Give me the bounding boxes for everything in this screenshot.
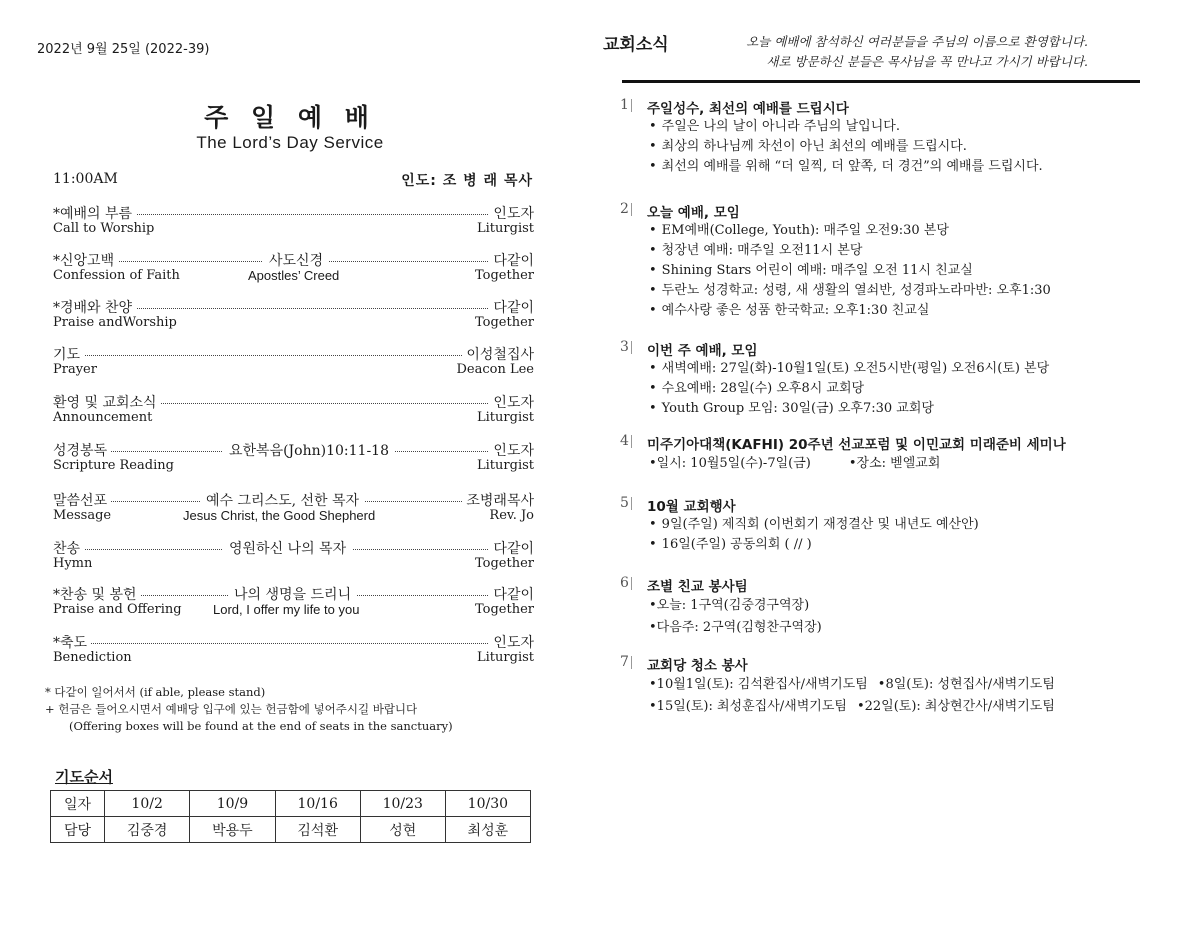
welcome-line: 새로 방문하신 분들은 목사님을 꼭 만나고 가시기 바랍니다. <box>766 54 1088 69</box>
church-news-title: 교회소식 <box>603 35 669 55</box>
dot-leader <box>53 638 534 644</box>
service-time: 11:00AM <box>53 171 118 187</box>
order-item-leader-english: Together <box>474 268 534 283</box>
table-cell: 10/9 <box>190 791 275 817</box>
order-item-korean: 말씀선포 <box>53 490 111 510</box>
order-item-english: Confession of Faith <box>53 268 180 283</box>
order-item-korean: *찬송 및 봉헌 <box>53 584 141 604</box>
order-item-english: Benediction <box>53 650 132 665</box>
prayer-schedule-title: 기도순서 <box>55 768 113 786</box>
news-item-lines <box>649 221 1051 321</box>
worship-program-page <box>0 0 580 929</box>
order-item-leader-korean: 인도자 <box>489 392 534 412</box>
news-item-heading: 이번 주 예배, 모임 <box>647 343 758 359</box>
table-cell: 담당 <box>51 817 105 843</box>
list-item: • 수요예배: 28일(수) 오후8시 교회당 <box>649 379 1049 399</box>
news-item-heading: 10월 교회행사 <box>647 499 736 515</box>
prayer-schedule-table <box>50 790 531 843</box>
table-cell: 10/16 <box>275 791 360 817</box>
order-item-leader-english: Together <box>474 315 534 330</box>
table-cell: 성현 <box>360 817 445 843</box>
order-item-leader-english: Rev. Jo <box>489 508 534 523</box>
note-offering-english: (Offering boxes will be found at the end of seats in the sanctuary) <box>69 719 453 733</box>
order-item-detail-korean: 영원하신 나의 목자 <box>223 538 352 558</box>
order-item <box>53 203 534 237</box>
order-item-leader-english: Together <box>474 602 534 617</box>
order-item-korean: *경배와 찬양 <box>53 297 136 317</box>
order-item-leader-korean: 다같이 <box>489 250 534 270</box>
list-item: •15일(토): 최성훈집사/새벽기도팀 <box>649 699 847 714</box>
order-item-detail-korean: 예수 그리스도, 선한 목자 <box>200 490 365 510</box>
order-item-detail-english: Apostles’ Creed <box>248 268 340 283</box>
news-item-lines <box>649 117 1043 177</box>
order-item-korean: 찬송 <box>53 538 84 558</box>
order-item-leader-english: Liturgist <box>477 458 534 473</box>
order-item-leader-korean: 인도자 <box>489 440 534 460</box>
news-item-lines <box>649 595 822 639</box>
church-news-page <box>600 0 1200 929</box>
order-item-english: Prayer <box>53 362 97 377</box>
table-cell: 10/2 <box>105 791 190 817</box>
list-item: •다음주: 2구역(김형찬구역장) <box>649 620 822 635</box>
order-item <box>53 392 534 426</box>
service-title-english: The Lord’s Day Service <box>196 133 384 152</box>
news-item-number: 5 <box>620 495 629 511</box>
order-item-leader-english: Liturgist <box>477 410 534 425</box>
order-item-leader-korean: 이성철집사 <box>462 344 534 364</box>
list-item: • 최상의 하나님께 차선이 아닌 최선의 예배를 드립시다. <box>649 137 1043 157</box>
list-item: • 16일(주일) 공동의회 ( // ) <box>649 535 979 555</box>
list-item: •일시: 10월5일(수)-7일(금) <box>649 456 811 471</box>
list-item: • 주일은 나의 날이 아니라 주님의 날입니다. <box>649 117 1043 137</box>
order-item-korean: *축도 <box>53 632 91 652</box>
order-item <box>53 632 534 666</box>
list-item: •22일(토): 최상현간사/새벽기도팀 <box>856 699 1055 714</box>
list-item: •8일(토): 성현집사/새벽기도팀 <box>877 677 1055 692</box>
table-row <box>51 791 531 817</box>
order-item-korean: 환영 및 교회소식 <box>53 392 161 412</box>
order-item-detail-english: Jesus Christ, the Good Shepherd <box>183 508 376 523</box>
order-item-leader-english: Liturgist <box>477 650 534 665</box>
list-item: • 9일(주일) 제직회 (이번회기 재정결산 및 내년도 예산안) <box>649 515 979 535</box>
order-item-leader-korean: 다같이 <box>489 297 534 317</box>
news-item-heading: 오늘 예배, 모임 <box>647 205 740 221</box>
list-item: • Shining Stars 어린이 예배: 매주일 오전 11시 친교실 <box>649 261 1051 281</box>
order-item <box>53 297 534 331</box>
order-item-leader-korean: 조병래목사 <box>462 490 534 510</box>
order-item-detail-korean: 요한복음(John)10:11-18 <box>223 440 395 460</box>
order-item-leader-english: Together <box>474 556 534 571</box>
order-item-detail-english: Lord, I offer my life to you <box>213 602 360 617</box>
news-item-number: 2 <box>620 201 629 217</box>
welcome-message <box>746 32 1088 72</box>
order-item-leader-korean: 인도자 <box>489 632 534 652</box>
list-item: • 두란노 성경학교: 성령, 새 생활의 열쇠반, 성경파노라마반: 오후1:30 <box>649 281 1051 301</box>
order-item-korean: 기도 <box>53 344 84 364</box>
order-item-leader-korean: 인도자 <box>489 203 534 223</box>
order-item-english: Call to Worship <box>53 221 155 236</box>
divider <box>622 80 1140 83</box>
list-item: •10월1일(토): 김석환집사/새벽기도팀 <box>649 677 868 692</box>
note-offering: + 헌금은 들어오시면서 예배당 입구에 있는 헌금함에 넣어주시길 바랍니다 <box>45 702 418 716</box>
program-notes <box>45 684 453 735</box>
table-cell: 김석환 <box>275 817 360 843</box>
order-item <box>53 250 534 284</box>
news-item-lines <box>649 515 979 555</box>
order-item-english: Scripture Reading <box>53 458 174 473</box>
news-item-lines <box>649 453 940 475</box>
news-item-number: 6 <box>620 575 629 591</box>
order-item-english: Message <box>53 508 112 523</box>
order-item-leader-english: Deacon Lee <box>456 362 534 377</box>
news-item-heading: 조별 친교 봉사팀 <box>647 579 748 595</box>
news-item-number: 1 <box>620 97 629 113</box>
news-item-lines <box>649 674 1055 718</box>
list-item: •오늘: 1구역(김중경구역장) <box>649 598 810 613</box>
service-leader: 인도: 조 병 래 목사 <box>401 173 533 189</box>
service-title-korean: 주 일 예 배 <box>204 103 376 132</box>
news-item-number: 3 <box>620 339 629 355</box>
table-cell: 박용두 <box>190 817 275 843</box>
order-item-korean: 성경봉독 <box>53 440 111 460</box>
list-item: • 예수사랑 좋은 성품 한국학교: 오후1:30 친교실 <box>649 301 1051 321</box>
order-item-detail-korean: 사도신경 <box>263 250 329 270</box>
news-item-heading: 미주기아대책(KAFHI) 20주년 선교포럼 및 이민교회 미래준비 세미나 <box>647 437 1066 453</box>
bulletin-date: 2022년 9월 25일 (2022-39) <box>37 42 210 57</box>
list-item: • EM예배(College, Youth): 매주일 오전9:30 본당 <box>649 221 1051 241</box>
list-item: • Youth Group 모임: 30일(금) 오후7:30 교회당 <box>649 399 1049 419</box>
list-item: •장소: 벧엘교회 <box>848 456 941 471</box>
list-item: • 최선의 예배를 위해 “더 일찍, 더 앞쪽, 더 경건”의 예배를 드립시다. <box>649 157 1043 177</box>
order-item-leader-korean: 다같이 <box>489 584 534 604</box>
news-item-lines <box>649 359 1049 419</box>
news-item-heading: 교회당 청소 봉사 <box>647 658 748 674</box>
order-item-detail-korean: 나의 생명을 드리니 <box>228 584 357 604</box>
table-cell: 일자 <box>51 791 105 817</box>
news-item-heading: 주일성수, 최선의 예배를 드립시다 <box>647 101 849 117</box>
welcome-line: 오늘 예배에 참석하신 여러분들을 주님의 이름으로 환영합니다. <box>746 34 1088 49</box>
list-row <box>649 696 1055 718</box>
order-item-leader-korean: 다같이 <box>489 538 534 558</box>
order-item-leader-english: Liturgist <box>477 221 534 236</box>
table-row <box>51 817 531 843</box>
list-item: • 새벽예배: 27일(화)-10월1일(토) 오전5시반(평일) 오전6시(토) 본당 <box>649 359 1049 379</box>
order-item-korean: *예배의 부름 <box>53 203 136 223</box>
order-item-english: Praise andWorship <box>53 315 177 330</box>
order-item-english: Announcement <box>53 410 153 425</box>
order-item-korean: *신앙고백 <box>53 250 118 270</box>
news-item-number: 4 <box>620 433 629 449</box>
table-cell: 김중경 <box>105 817 190 843</box>
list-item: • 청장년 예배: 매주일 오전11시 본당 <box>649 241 1051 261</box>
order-item <box>53 440 534 474</box>
order-item-english: Praise and Offering <box>53 602 182 617</box>
order-item <box>53 344 534 378</box>
table-cell: 최성훈 <box>445 817 530 843</box>
table-cell: 10/23 <box>360 791 445 817</box>
note-stand: * 다같이 일어서서 (if able, please stand) <box>45 685 266 699</box>
order-item-english: Hymn <box>53 556 93 571</box>
order-item <box>53 490 534 524</box>
order-item <box>53 538 534 572</box>
table-cell: 10/30 <box>445 791 530 817</box>
list-row <box>649 674 1055 696</box>
order-item <box>53 584 534 618</box>
news-item-number: 7 <box>620 654 629 670</box>
